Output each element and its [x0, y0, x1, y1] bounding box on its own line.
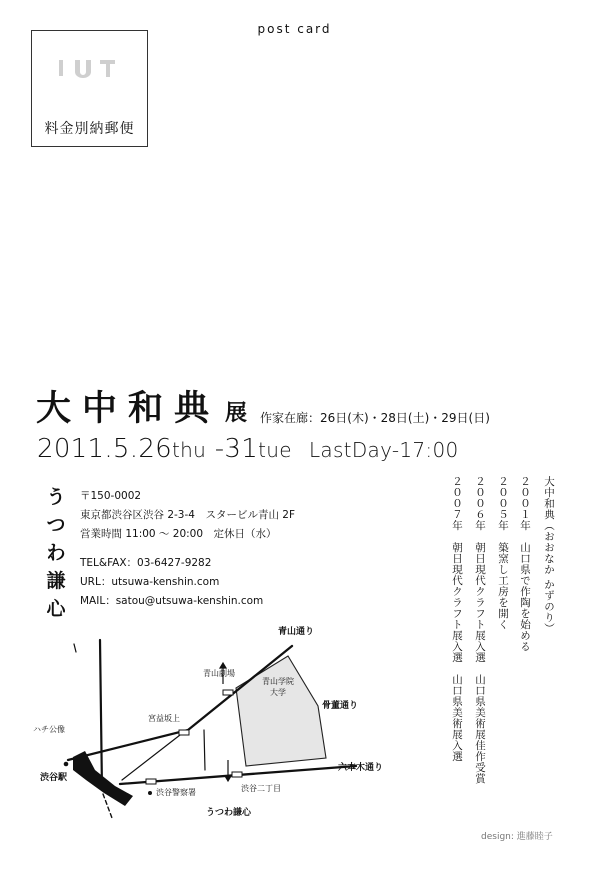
profile-line: ２００６年 朝日現代クラフト展入選 山口県美術展佳作受賞	[474, 476, 486, 784]
gallery-name-char: つ	[46, 514, 66, 536]
map-label-aoyama-dori: 青山通り	[278, 627, 315, 637]
arrow-icon	[225, 776, 231, 781]
designer-credit: design: 進藤睦子	[481, 832, 553, 842]
artist-name: 大中和典	[36, 388, 221, 429]
police-dot	[148, 791, 152, 795]
campus-area	[236, 656, 326, 766]
date-start: 2011.5.26	[37, 434, 173, 464]
profile-line: ２００１年 山口県で作陶を始める	[519, 476, 531, 652]
artist-presence-dates: 作家在廊：26日(木)・28日(土)・29日(日)	[260, 411, 490, 425]
profile-line: ２００５年 築窯し工房を開く	[497, 476, 509, 630]
road-vertical	[100, 640, 102, 790]
website-url[interactable]: URL：utsuwa-kenshin.com	[80, 576, 220, 588]
period-dash: -	[214, 434, 225, 464]
tel-fax: TEL&FAX：03-6427-9282	[80, 557, 212, 569]
map-label-miyamasuzaka: 宮益坂上	[148, 714, 180, 723]
rail-dashed	[103, 794, 112, 818]
road-stub	[74, 644, 76, 652]
map-label-hachiko: ハチ公像	[33, 725, 65, 734]
map-label-shop: うつわ謙心	[206, 808, 252, 818]
lastday-time: -17:00	[391, 438, 459, 462]
road-side	[122, 735, 180, 780]
gallery-name-char: わ	[46, 542, 66, 564]
header-title: post card	[257, 22, 332, 36]
postal-code: 〒150-0002	[80, 490, 142, 502]
map-label-shibuya-station: 渋谷駅	[40, 773, 68, 783]
station-marker	[232, 772, 242, 777]
gallery-name-char: う	[46, 486, 66, 508]
map-label-kotto-dori: 骨董通り	[322, 701, 359, 711]
road-minor	[204, 730, 205, 770]
address: 東京都渋谷区渋谷 2-3-4 スタービル青山 2F	[80, 509, 296, 521]
station-marker	[146, 779, 156, 784]
day-end: tue	[258, 438, 292, 462]
gallery-name-char: 謙	[46, 570, 66, 592]
profile-line: 大中和典（おおなか かずのり）	[543, 476, 555, 634]
lastday-label: LastDay	[308, 438, 392, 462]
map-label-shibuya2: 渋谷二丁目	[241, 784, 281, 793]
email[interactable]: MAIL：satou@utsuwa-kenshin.com	[80, 595, 264, 607]
map-label-roppongi-dori: 六本木通り	[338, 763, 384, 773]
gallery-name-char: 心	[46, 598, 66, 620]
station-marker	[179, 730, 189, 735]
date-end: 31	[224, 434, 259, 464]
opening-hours: 営業時間 11:00 ～ 20:00 定休日（水）	[80, 528, 277, 540]
map-label-police: 渋谷警察署	[156, 788, 196, 797]
station-marker	[223, 690, 233, 695]
day-start: thu	[172, 438, 207, 462]
hachiko-dot	[64, 762, 69, 767]
postage-label: 料金別納郵便	[44, 121, 135, 137]
map-label-aoyama-gakuin: 青山学院 大学	[262, 677, 294, 697]
profile-line: ２００７年 朝日現代クラフト展入選 山口県美術展入選	[451, 476, 463, 762]
exhibition-word: 展	[225, 400, 248, 426]
map-label-aoyama-theater: 青山劇場	[203, 669, 235, 678]
